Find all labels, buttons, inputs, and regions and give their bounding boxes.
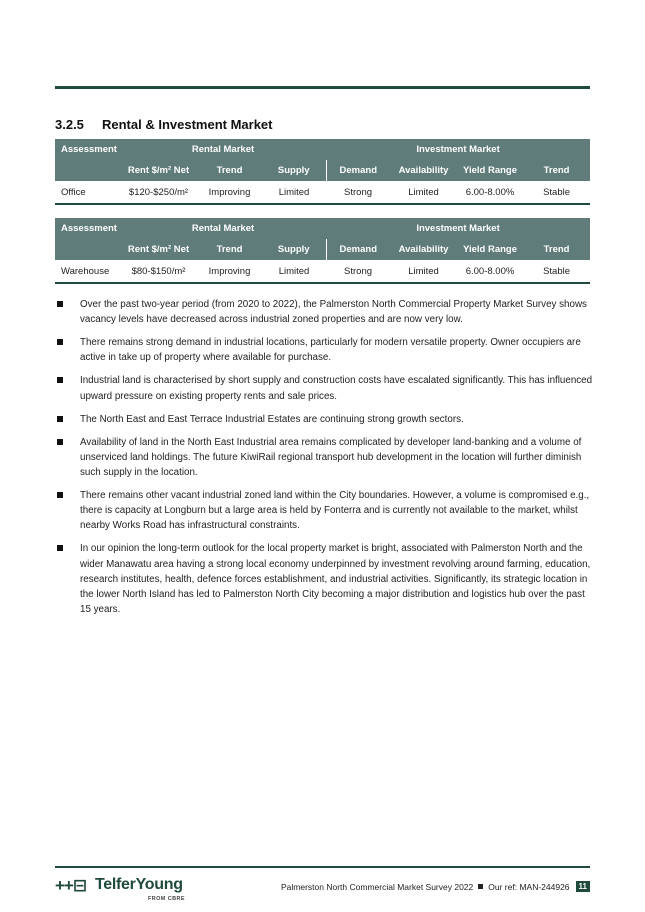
subheader-supply: Supply xyxy=(262,239,326,260)
section-title: Rental & Investment Market xyxy=(102,117,273,132)
row-demand: Strong xyxy=(326,181,390,204)
subheader-investment-trend: Trend xyxy=(523,160,590,181)
row-rental-trend: Improving xyxy=(197,260,262,283)
header-investment-market: Investment Market xyxy=(326,218,590,239)
bottom-rule xyxy=(55,866,590,868)
bullet-square-icon xyxy=(57,492,63,498)
row-supply: Limited xyxy=(262,181,326,204)
row-investment-trend: Stable xyxy=(523,181,590,204)
subheader-rental-trend: Trend xyxy=(197,239,262,260)
list-item xyxy=(55,335,595,365)
subheader-rental-trend: Trend xyxy=(197,160,262,181)
bullet-text: The North East and East Terrace Industrial Estates are continuing strong growth sectors. xyxy=(80,413,464,425)
section-number: 3.2.5 xyxy=(55,117,84,132)
header-assessment: Assessment xyxy=(55,139,120,160)
footer-report-title: Palmerston North Commercial Market Survey 2022 xyxy=(281,881,474,892)
table-row xyxy=(55,181,590,204)
row-availability: Limited xyxy=(390,260,457,283)
header-rental-market: Rental Market xyxy=(120,139,326,160)
telferyoung-logo xyxy=(55,874,195,904)
header-assessment: Assessment xyxy=(55,218,120,239)
header-investment-market: Investment Market xyxy=(326,139,590,160)
top-rule xyxy=(55,86,590,89)
bullet-square-icon xyxy=(57,377,63,383)
logo-wordmark: TelferYoung xyxy=(95,876,183,893)
row-rent: $80-$150/m² xyxy=(120,260,197,283)
table-subheader-row xyxy=(55,160,590,181)
bullet-text: There remains other vacant industrial zoned land within the City boundaries. However, a volume is compromised e.g., there is capacity at Longburn but a large area is held by Fonterra and is currently not available to the market, whilst nearby Works Road has infrastructural constraints. xyxy=(80,490,590,532)
table-row xyxy=(55,260,590,283)
bullet-text: Industrial land is characterised by short supply and construction costs have escalated significantly. This has influenced upward pressure on existing property rents and sale prices. xyxy=(80,375,593,402)
warehouse-market-table xyxy=(55,218,590,284)
subheader-rent: Rent $/m² Net xyxy=(120,160,197,181)
row-yield-range: 6.00-8.00% xyxy=(457,181,523,204)
list-item xyxy=(55,488,595,534)
row-rental-trend: Improving xyxy=(197,181,262,204)
footer-separator-icon xyxy=(478,884,483,889)
office-market-table xyxy=(55,139,590,205)
subheader-yield-range: Yield Range xyxy=(457,239,523,260)
row-investment-trend: Stable xyxy=(523,260,590,283)
bullet-square-icon xyxy=(57,301,63,307)
row-supply: Limited xyxy=(262,260,326,283)
header-rental-market: Rental Market xyxy=(120,218,326,239)
subheader-demand: Demand xyxy=(326,160,390,181)
section-heading xyxy=(55,117,273,132)
bullet-square-icon xyxy=(57,439,63,445)
table-header-row xyxy=(55,139,590,160)
bullet-text: In our opinion the long-term outlook for the local property market is bright, associated with Palmerston North and the wider Manawatu area having a strong local economy underpinned by investment revolving around farming, education, research institutes, health, defence forces establishment, and industrial activities. Significantly, its strategic location in the lower North Island has led to Palmerston North City becoming a major distribution and logistics hub over the past 15 years. xyxy=(80,543,591,616)
subheader-rent: Rent $/m² Net xyxy=(120,239,197,260)
bullet-text: There remains strong demand in industrial locations, particularly for modern versatile property. Owner occupiers are active in take up of property where available for purchase. xyxy=(80,337,581,364)
page-footer xyxy=(281,881,590,892)
logo-symbol-icon: ++⊟ xyxy=(55,876,87,895)
bullet-list xyxy=(55,297,595,625)
list-item xyxy=(55,297,595,327)
logo-subtitle: FROM CBRE xyxy=(148,896,185,902)
page-number: 11 xyxy=(576,881,590,892)
subheader-investment-trend: Trend xyxy=(523,239,590,260)
bullet-text: Availability of land in the North East Industrial area remains complicated by developer land-banking and a volume of unserviced land holdings. The future KiwiRail regional transport hub development in the location will further diminish such supply in the location. xyxy=(80,436,582,479)
header-blank xyxy=(55,239,120,260)
bullet-square-icon xyxy=(57,545,63,551)
header-blank xyxy=(55,160,120,181)
subheader-yield-range: Yield Range xyxy=(457,160,523,181)
list-item xyxy=(55,541,595,617)
subheader-demand: Demand xyxy=(326,239,390,260)
row-availability: Limited xyxy=(390,181,457,204)
row-label: Warehouse xyxy=(55,260,120,283)
subheader-availability: Availability xyxy=(390,239,457,260)
list-item xyxy=(55,373,595,403)
subheader-availability: Availability xyxy=(390,160,457,181)
list-item xyxy=(55,435,595,481)
row-label: Office xyxy=(55,181,120,204)
footer-reference: Our ref: MAN-244926 xyxy=(488,881,570,892)
table-header-row xyxy=(55,218,590,239)
bullet-square-icon xyxy=(57,416,63,422)
subheader-supply: Supply xyxy=(262,160,326,181)
table-subheader-row xyxy=(55,239,590,260)
row-yield-range: 6.00-8.00% xyxy=(457,260,523,283)
row-demand: Strong xyxy=(326,260,390,283)
bullet-square-icon xyxy=(57,339,63,345)
list-item xyxy=(55,412,595,427)
row-rent: $120-$250/m² xyxy=(120,181,197,204)
bullet-text: Over the past two-year period (from 2020 to 2022), the Palmerston North Commercial Property Market Survey shows vacancy levels have decreased across industrial zoned properties and are now very low. xyxy=(80,299,587,326)
